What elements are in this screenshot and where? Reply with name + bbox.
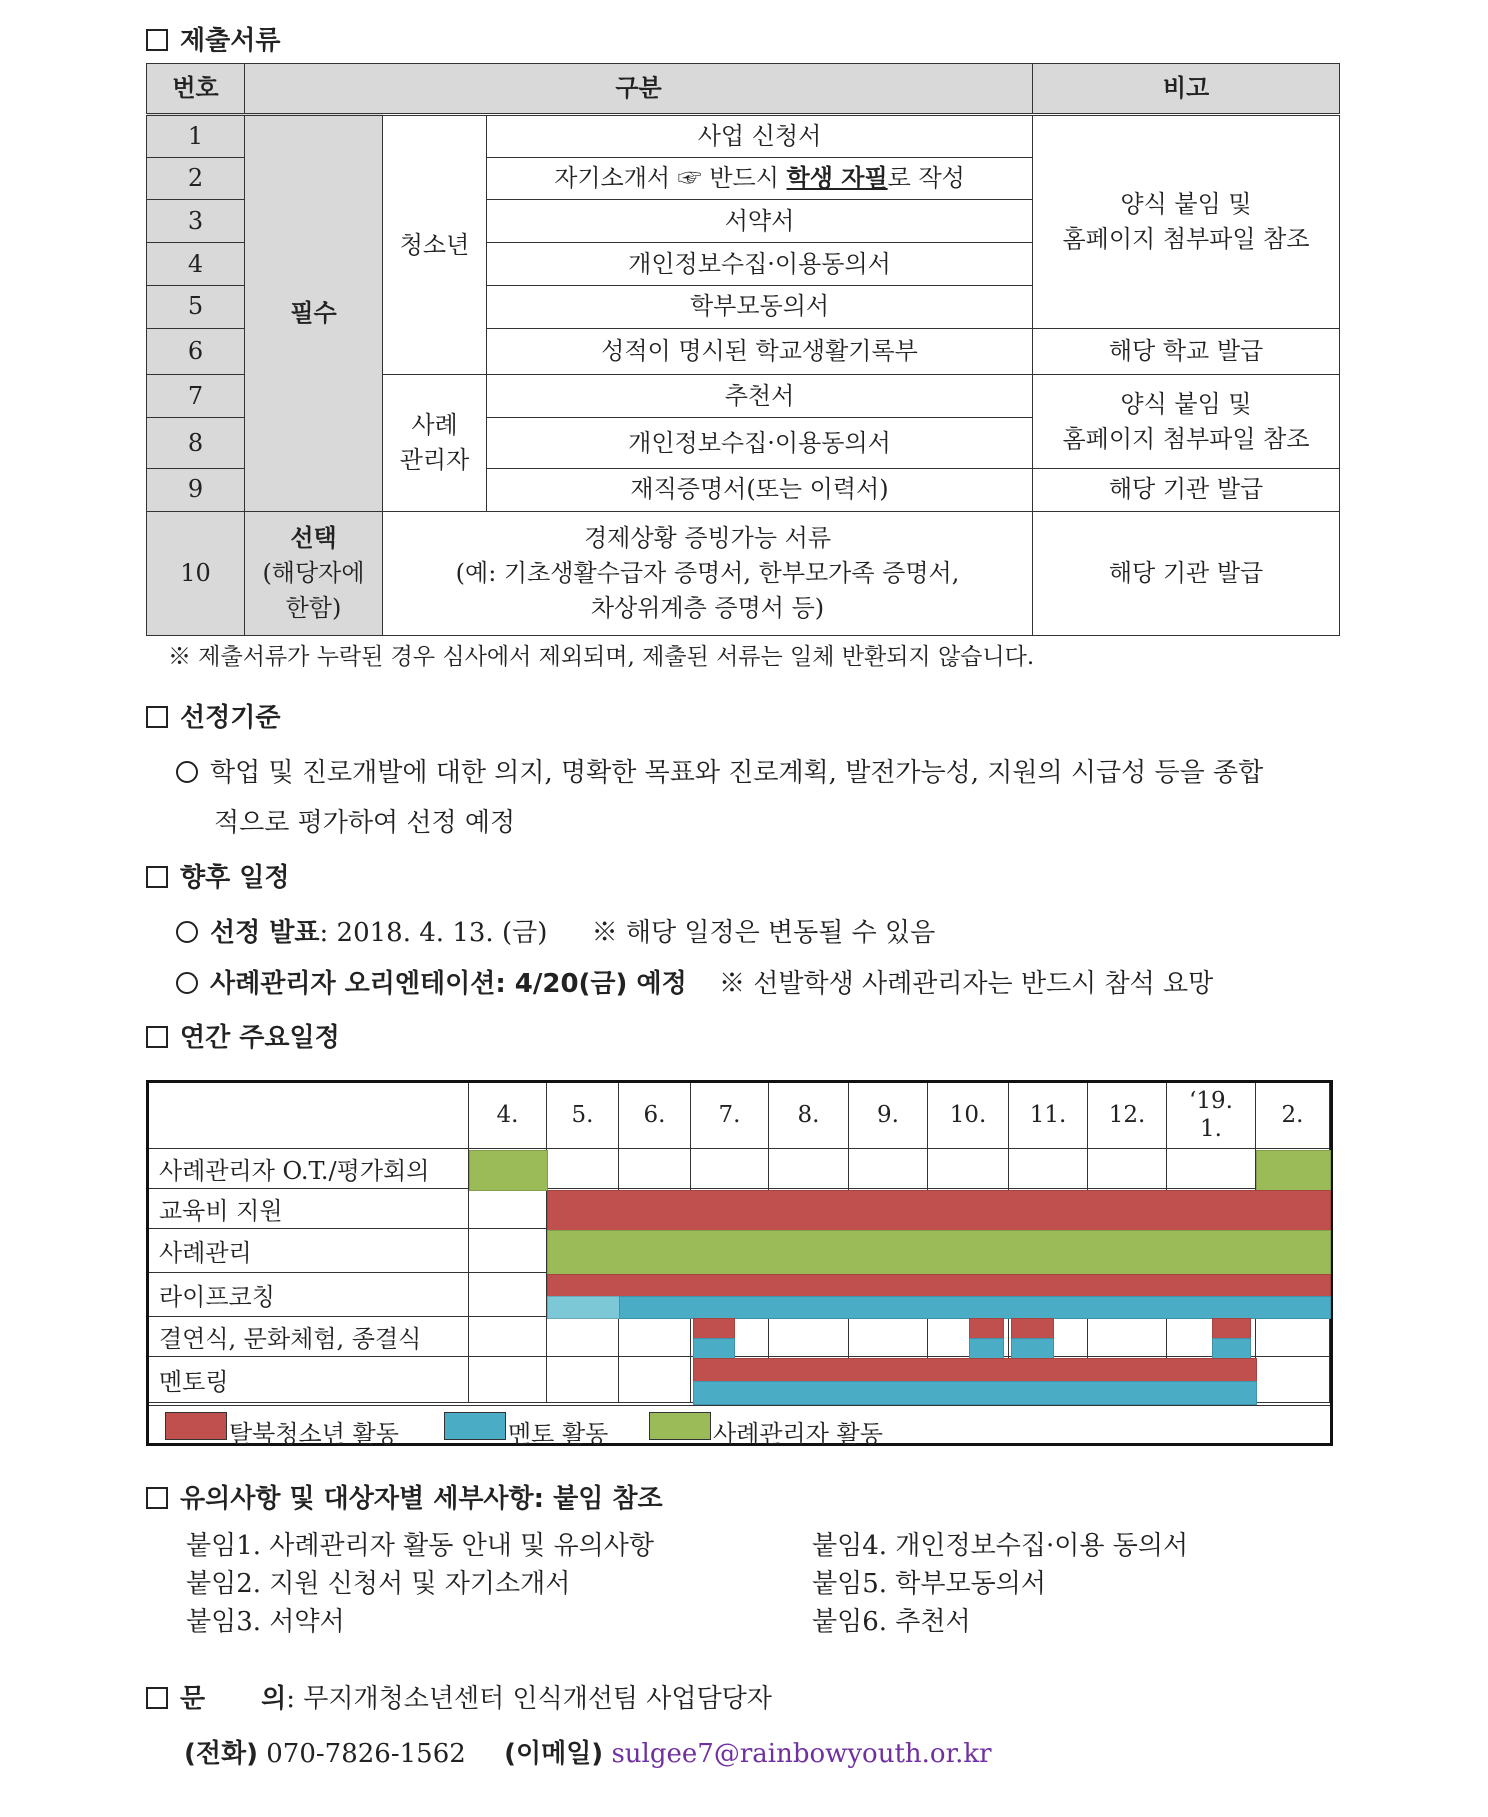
schedule-bar xyxy=(619,1296,1331,1319)
schedule-bar xyxy=(693,1381,1257,1405)
legend-label-mentor: 멘토 활동 xyxy=(508,1420,609,1448)
row-number: 8 xyxy=(147,418,245,469)
section-heading-criteria: 선정기준 xyxy=(146,697,280,734)
schedule-activity-label: 교육비 지원 xyxy=(149,1189,469,1229)
group-optional: 선택 (해당자에 한함) xyxy=(245,511,383,635)
schedule-corner-cell xyxy=(149,1083,469,1149)
doc-name: 서약서 xyxy=(487,200,1033,243)
schedule-month-header: 8. xyxy=(769,1083,849,1149)
doc-name: 재직증명서(또는 이력서) xyxy=(487,468,1033,511)
attachment-item: 붙임3. 서약서 xyxy=(186,1607,345,1637)
schedule-cell xyxy=(1256,1357,1330,1403)
table-row xyxy=(147,114,1340,157)
row-number: 2 xyxy=(147,157,245,200)
schedule-activity-label: 사례관리 xyxy=(149,1229,469,1273)
contact-line: (전화) 070-7826-1562 (이메일) sulgee7@rainbowyouth.or.kr xyxy=(184,1739,992,1769)
schedule-item-announcement: 선정 발표: 2018. 4. 13. (금) ※ 해당 일정은 변동될 수 있음 xyxy=(176,912,935,949)
schedule-cell xyxy=(619,1317,691,1357)
schedule-legend xyxy=(149,1405,1330,1448)
schedule-cell xyxy=(769,1149,849,1189)
schedule-bar xyxy=(547,1274,1331,1297)
schedule-bar xyxy=(1256,1150,1331,1191)
schedule-cell xyxy=(619,1149,691,1189)
schedule-month-header: 2. xyxy=(1256,1083,1330,1149)
schedule-month-header: 12. xyxy=(1088,1083,1167,1149)
schedule-bar xyxy=(1011,1318,1054,1339)
section-heading-annual: 연간 주요일정 xyxy=(146,1017,340,1054)
section-heading-documents: 제출서류 xyxy=(146,20,280,57)
circle-bullet-icon xyxy=(176,972,198,994)
row-number: 10 xyxy=(147,511,245,635)
schedule-cell xyxy=(928,1149,1009,1189)
row-number: 3 xyxy=(147,200,245,243)
circle-bullet-icon xyxy=(176,761,198,783)
doc-name: 자기소개서 ☞ 반드시 학생 자필로 작성 xyxy=(487,157,1033,200)
attachment-item: 붙임5. 학부모동의서 xyxy=(812,1569,1046,1599)
section-heading-contact: 문 의: 무지개청소년센터 인식개선팀 사업담당자 xyxy=(146,1678,772,1715)
legend-swatch-manager xyxy=(649,1412,711,1440)
schedule-cell xyxy=(1088,1317,1167,1357)
criteria-line-2: 적으로 평가하여 선정 예정 xyxy=(214,808,516,838)
schedule-bar xyxy=(1212,1318,1252,1339)
schedule-cell xyxy=(1088,1149,1167,1189)
table-header-row xyxy=(147,64,1340,115)
schedule-activity-label: 사례관리자 O.T./평가회의 xyxy=(149,1149,469,1189)
square-bullet-icon xyxy=(146,29,168,51)
schedule-cell xyxy=(849,1149,928,1189)
schedule-cell xyxy=(769,1317,849,1357)
header-number: 번호 xyxy=(147,64,245,115)
note-school: 해당 학교 발급 xyxy=(1033,328,1340,375)
doc-name: 개인정보수집·이용동의서 xyxy=(487,418,1033,469)
group-manager: 사례 관리자 xyxy=(383,375,487,511)
schedule-bar xyxy=(547,1190,1331,1231)
schedule-bar xyxy=(693,1318,735,1339)
email-link[interactable]: sulgee7@rainbowyouth.or.kr xyxy=(611,1739,992,1769)
schedule-cell xyxy=(469,1229,547,1273)
schedule-cell xyxy=(469,1189,547,1229)
schedule-bar xyxy=(469,1150,548,1191)
schedule-cell xyxy=(1009,1149,1088,1189)
schedule-activity-label: 결연식, 문화체험, 종결식 xyxy=(149,1317,469,1357)
group-youth: 청소년 xyxy=(383,114,487,374)
schedule-cell xyxy=(547,1357,619,1403)
schedule-bar xyxy=(969,1318,1005,1339)
doc-name: 사업 신청서 xyxy=(487,114,1033,157)
schedule-cell xyxy=(1256,1317,1330,1357)
row-number: 5 xyxy=(147,285,245,328)
doc-name: 성적이 명시된 학교생활기록부 xyxy=(487,328,1033,375)
schedule-cell xyxy=(691,1149,769,1189)
schedule-month-header: 4. xyxy=(469,1083,547,1149)
schedule-bar xyxy=(693,1338,735,1359)
phone-number: 070-7826-1562 xyxy=(266,1739,466,1769)
schedule-bar xyxy=(547,1230,1331,1275)
note-form: 양식 붙임 및 홈페이지 첨부파일 참조 xyxy=(1033,114,1340,328)
annual-schedule-grid xyxy=(146,1080,1333,1446)
schedule-month-header: 5. xyxy=(547,1083,619,1149)
criteria-line-1: 학업 및 진로개발에 대한 의지, 명확한 목표와 진로계획, 발전가능성, 지원의 시급성 등을 종합 xyxy=(176,752,1263,789)
attachment-item: 붙임1. 사례관리자 활동 안내 및 유의사항 xyxy=(186,1531,654,1561)
schedule-month-header: ‘19. 1. xyxy=(1167,1083,1256,1149)
row-number: 7 xyxy=(147,375,245,418)
schedule-cell xyxy=(469,1317,547,1357)
header-note: 비고 xyxy=(1033,64,1340,115)
note-agency: 해당 기관 발급 xyxy=(1033,511,1340,635)
schedule-cell xyxy=(469,1273,547,1317)
row-number: 6 xyxy=(147,328,245,375)
schedule-cell xyxy=(547,1317,619,1357)
doc-name: 추천서 xyxy=(487,375,1033,418)
doc-name: 개인정보수집·이용동의서 xyxy=(487,243,1033,286)
documents-footnote: ※ 제출서류가 누락된 경우 심사에서 제외되며, 제출된 서류는 일체 반환되지 않습니다. xyxy=(168,644,1035,670)
schedule-activity-label: 라이프코칭 xyxy=(149,1273,469,1317)
square-bullet-icon xyxy=(146,1687,168,1709)
attachment-item: 붙임4. 개인정보수집·이용 동의서 xyxy=(812,1531,1189,1561)
legend-label-youth: 탈북청소년 활동 xyxy=(229,1420,399,1448)
schedule-cell xyxy=(469,1357,547,1403)
doc-name: 경제상황 증빙가능 서류 (예: 기초생활수급자 증명서, 한부모가족 증명서, 차상위계층 증명서 등) xyxy=(383,511,1033,635)
attachment-item: 붙임6. 추천서 xyxy=(812,1607,971,1637)
schedule-item-orientation: 사례관리자 오리엔테이션: 4/20(금) 예정 ※ 선발학생 사례관리자는 반드시 참석 요망 xyxy=(176,963,1213,1000)
schedule-month-header: 7. xyxy=(691,1083,769,1149)
legend-swatch-mentor xyxy=(444,1412,506,1440)
legend-label-manager: 사례관리자 활동 xyxy=(713,1420,883,1448)
schedule-month-header: 6. xyxy=(619,1083,691,1149)
schedule-cell xyxy=(619,1357,691,1403)
row-number: 4 xyxy=(147,243,245,286)
square-bullet-icon xyxy=(146,866,168,888)
schedule-cell xyxy=(547,1149,619,1189)
schedule-bar xyxy=(1212,1338,1252,1359)
section-heading-schedule: 향후 일정 xyxy=(146,857,290,894)
schedule-activity-label: 멘토링 xyxy=(149,1357,469,1403)
circle-bullet-icon xyxy=(176,921,198,943)
schedule-bar xyxy=(547,1296,620,1319)
doc-name: 학부모동의서 xyxy=(487,285,1033,328)
schedule-cell xyxy=(1167,1149,1256,1189)
schedule-bar xyxy=(693,1358,1257,1382)
square-bullet-icon xyxy=(146,1026,168,1048)
note-form: 양식 붙임 및 홈페이지 첨부파일 참조 xyxy=(1033,375,1340,469)
schedule-bar xyxy=(969,1338,1005,1359)
schedule-bar xyxy=(1011,1338,1054,1359)
legend-swatch-youth xyxy=(165,1412,227,1440)
row-number: 9 xyxy=(147,468,245,511)
row-number: 1 xyxy=(147,114,245,157)
schedule-month-header: 11. xyxy=(1009,1083,1088,1149)
schedule-cell xyxy=(849,1317,928,1357)
square-bullet-icon xyxy=(146,706,168,728)
table-row xyxy=(147,511,1340,635)
note-agency: 해당 기관 발급 xyxy=(1033,468,1340,511)
schedule-month-header: 9. xyxy=(849,1083,928,1149)
group-required: 필수 xyxy=(245,114,383,511)
documents-table xyxy=(146,63,1340,636)
square-bullet-icon xyxy=(146,1487,168,1509)
schedule-month-header: 10. xyxy=(928,1083,1009,1149)
section-heading-notes: 유의사항 및 대상자별 세부사항: 붙임 참조 xyxy=(146,1478,663,1515)
header-category: 구분 xyxy=(245,64,1033,115)
attachment-item: 붙임2. 지원 신청서 및 자기소개서 xyxy=(186,1569,571,1599)
